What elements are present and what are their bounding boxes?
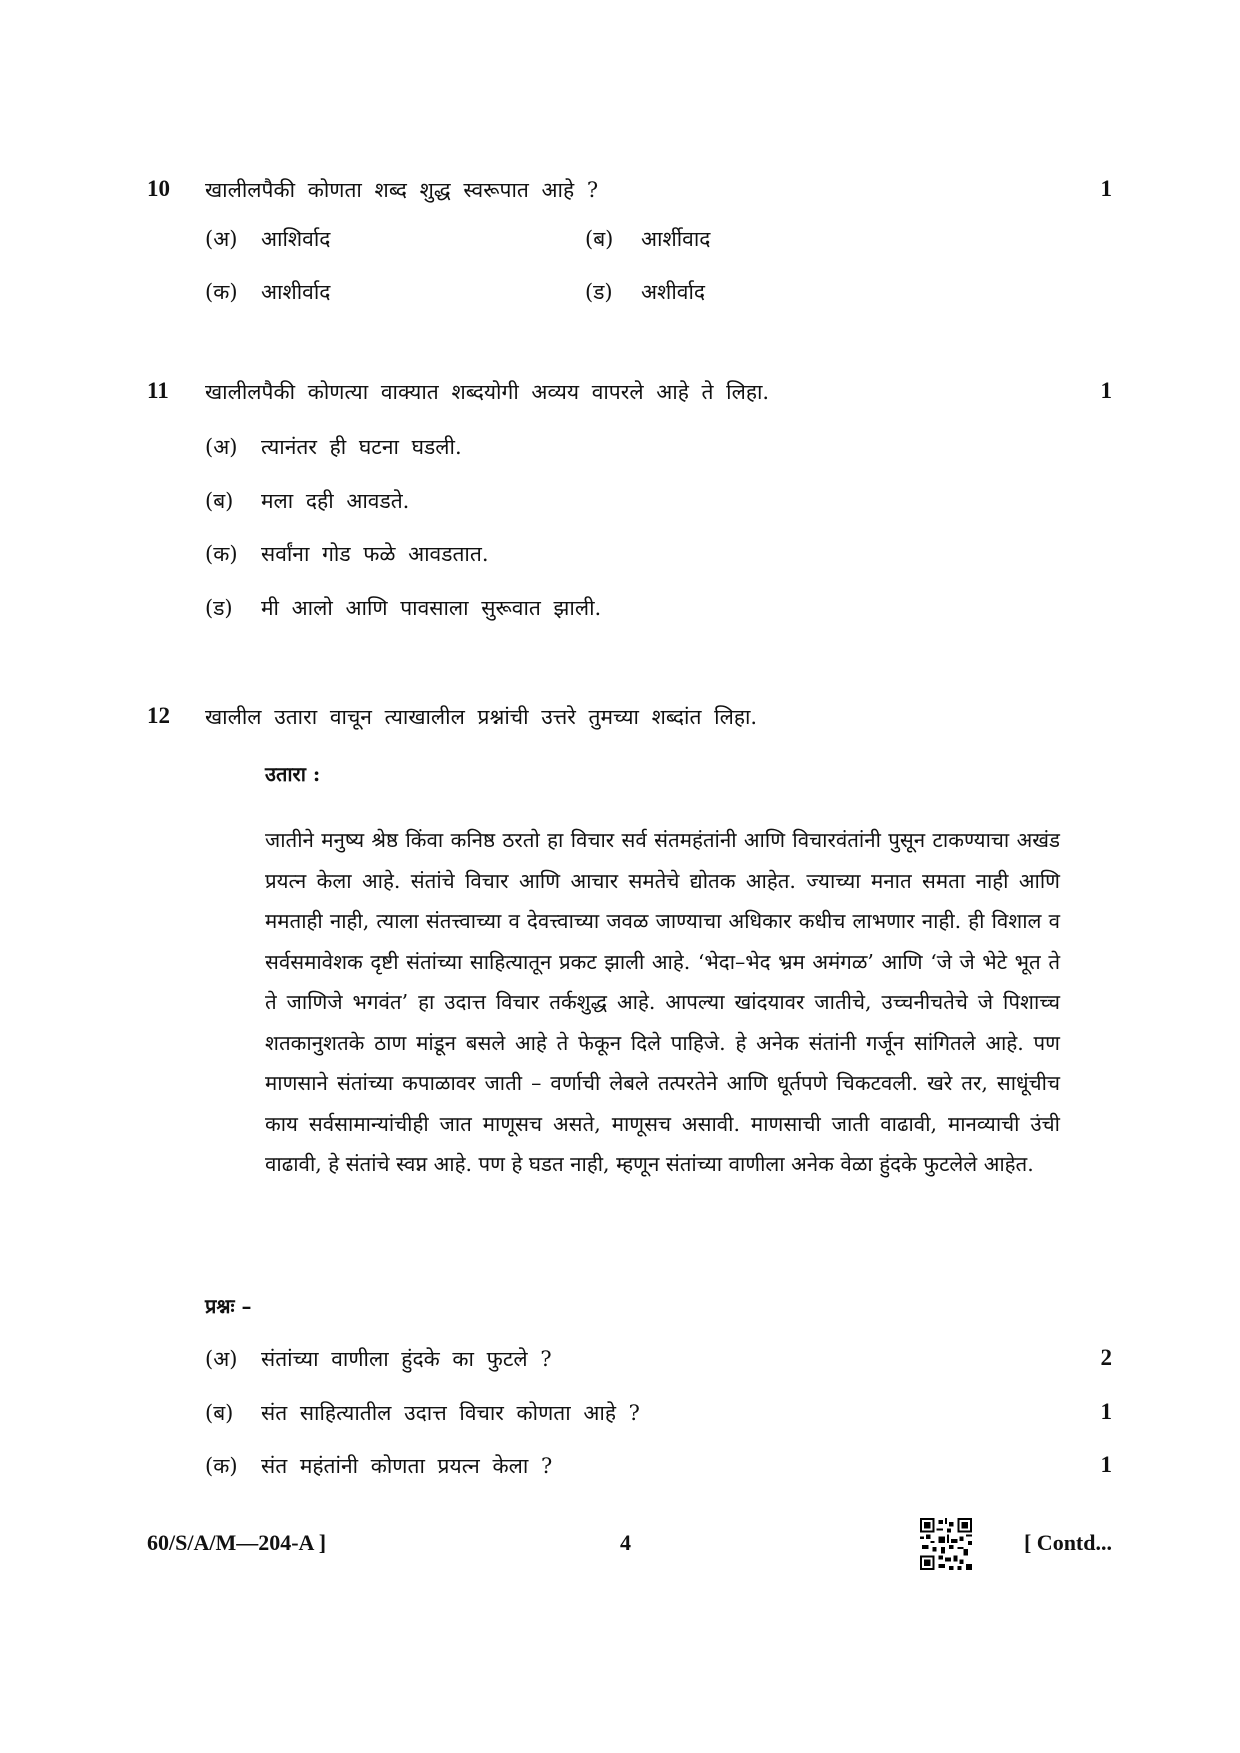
qr-code-icon: [920, 1518, 972, 1570]
q10-option-c: [205, 278, 330, 306]
question-12-number: 12: [147, 703, 170, 728]
paper-code: 60/S/A/M—204-A ]: [147, 1530, 327, 1555]
option-label: (ब): [205, 489, 234, 513]
q11-option-c: [205, 540, 489, 568]
q12-subquestion-c-marks: 1: [1100, 1452, 1112, 1477]
option-text: अशीर्वाद: [641, 280, 706, 304]
question-10-number: 10: [147, 176, 170, 201]
option-label: (अ): [205, 227, 238, 251]
option-label: (ब): [585, 227, 614, 251]
option-text: आर्शीवाद: [641, 227, 711, 251]
q12-subquestion-a: [205, 1345, 552, 1373]
passage-title: उतारा :: [265, 762, 321, 786]
option-text: आशीर्वाद: [261, 280, 331, 304]
q11-option-b: [205, 487, 409, 515]
question-12-text: खालील उतारा वाचून त्याखालील प्रश्नांची उत्तरे तुमच्या शब्दांत लिहा.: [205, 705, 758, 729]
question-11-marks: 1: [1100, 378, 1112, 403]
subquestion-label: (अ): [205, 1347, 238, 1371]
q10-option-d: [585, 278, 705, 306]
q12-subquestion-b: [205, 1399, 640, 1427]
subquestion-text: संत साहित्यातील उदात्त विचार कोणता आहे ?: [261, 1401, 640, 1425]
page-number: 4: [620, 1530, 631, 1555]
questions-heading: प्रश्नः –: [205, 1294, 252, 1318]
option-text: सर्वांना गोड फळे आवडतात.: [261, 542, 489, 566]
option-text: आशिर्वाद: [261, 227, 331, 251]
question-10-text: खालीलपैकी कोणता शब्द शुद्ध स्वरूपात आहे ?: [205, 178, 599, 202]
passage-text: [265, 820, 1060, 1185]
subquestion-label: (क): [205, 1454, 238, 1478]
question-11-number: 11: [147, 378, 169, 403]
option-text: मी आलो आणि पावसाला सुरूवात झाली.: [261, 596, 602, 620]
q10-option-b: [585, 225, 710, 253]
continued-label: [ Contd...: [1023, 1530, 1112, 1555]
option-label: (ड): [205, 596, 233, 620]
q12-subquestion-b-marks: 1: [1100, 1399, 1112, 1424]
option-label: (क): [205, 542, 238, 566]
option-label: (अ): [205, 435, 238, 459]
subquestion-label: (ब): [205, 1401, 234, 1425]
option-label: (ड): [585, 280, 613, 304]
question-11-text: खालीलपैकी कोणत्या वाक्यात शब्दयोगी अव्यय वापरले आहे ते लिहा.: [205, 380, 770, 404]
q12-subquestion-c: [205, 1452, 552, 1480]
option-text: त्यानंतर ही घटना घडली.: [261, 435, 462, 459]
passage-paragraph: जातीने मनुष्य श्रेष्ठ किंवा कनिष्ठ ठरतो हा विचार सर्व संतमहंतांनी आणि विचारवंतांनी पुसून टाकण्याचा अखंड प्रयत्न केला आहे. संतांचे विचार आणि आचार समतेचे द्योतक आहेत. ज्याच्या मनात समता नाही आणि ममताही नाही, त्याला संतत्त्वाच्या व देवत्त्वाच्या जवळ जाण्याचा अधिकार कधीच लाभणार नाही. ही विशाल व सर्वसमावेशक दृष्टी संतांच्या साहित्यातून प्रकट झाली आहे. ‘भेदा–भेद भ्रम अमंगळ’ आणि ‘जे जे भेटे भूत ते ते जाणिजे भगवंत’ हा उदात्त विचार तर्कशुद्ध आहे. आपल्या खांदयावर जातीचे, उच्चनीचतेचे जे पिशाच्च शतकानुशतके ठाण मांडून बसले आहे ते फेकून दिले पाहिजे. हे अनेक संतांनी गर्जून सांगितले आहे. पण माणसाने संतांच्या कपाळावर जाती – वर्णाची लेबले तत्परतेने आणि धूर्तपणे चिकटवली. खरे तर, साधूंचीच काय सर्वसामान्यांचीही जात माणूसच असते, माणूसच असावी. माणसाची जाती वाढावी, मानव्याची उंची वाढावी, हे संतांचे स्वप्न आहे. पण हे घडत नाही, म्हणून संतांच्या वाणीला अनेक वेळा हुंदके फुटलेले आहेत.: [265, 828, 1060, 1176]
option-label: (क): [205, 280, 238, 304]
option-text: मला दही आवडते.: [261, 489, 410, 513]
q11-option-d: [205, 594, 601, 622]
q11-option-a: [205, 433, 462, 461]
question-10-marks: 1: [1100, 176, 1112, 201]
q10-option-a: [205, 225, 330, 253]
q12-subquestion-a-marks: 2: [1100, 1345, 1112, 1370]
subquestion-text: संतांच्या वाणीला हुंदके का फुटले ?: [261, 1347, 552, 1371]
subquestion-text: संत महंतांनी कोणता प्रयत्न केला ?: [261, 1454, 553, 1478]
